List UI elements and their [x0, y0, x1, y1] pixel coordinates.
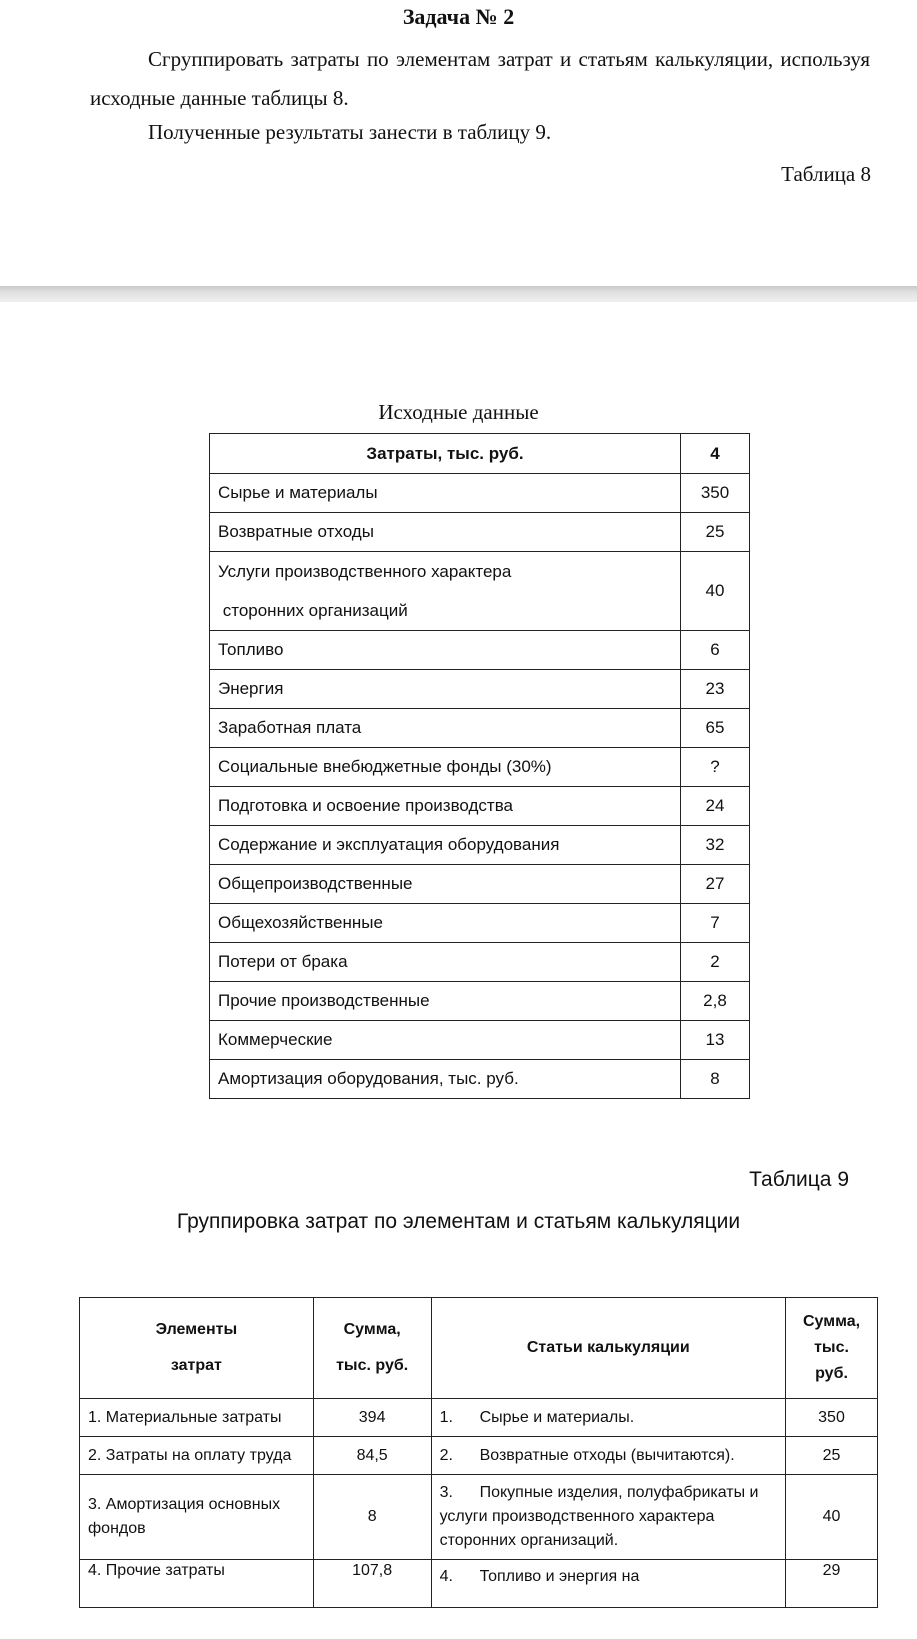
table-row	[80, 1399, 878, 1437]
table-8-caption: Исходные данные	[378, 400, 539, 424]
article-number: 3.	[439, 1484, 453, 1501]
cost-value: 350	[681, 474, 750, 513]
article-sum-cell: 350	[786, 1399, 878, 1437]
cost-value: 6	[681, 631, 750, 670]
cost-value: 32	[681, 826, 750, 865]
cost-value: 13	[681, 1021, 750, 1060]
header-articles: Статьи калькуляции	[431, 1298, 785, 1399]
article-number: 1.	[439, 1408, 453, 1426]
table-row	[210, 982, 750, 1021]
cost-label	[210, 552, 681, 631]
table-row	[80, 1560, 878, 1608]
table-row	[210, 474, 750, 513]
table-row	[210, 826, 750, 865]
table-row	[210, 670, 750, 709]
cost-value: 27	[681, 865, 750, 904]
element-cell: 1. Материальные затраты	[80, 1399, 314, 1437]
table-header-row	[80, 1298, 878, 1399]
cost-label: Амортизация оборудования, тыс. руб.	[210, 1060, 681, 1099]
article-cell	[431, 1560, 785, 1608]
table-9-caption: Группировка затрат по элементам и статьям калькуляции	[176, 1210, 741, 1233]
table-row	[80, 1437, 878, 1475]
cost-label-line-2: сторонних организаций	[218, 601, 408, 620]
table-row	[210, 787, 750, 826]
header-sum-2-line-2: тыс.	[814, 1339, 849, 1356]
cost-value: 65	[681, 709, 750, 748]
article-cell	[431, 1475, 785, 1560]
article-cell	[431, 1399, 785, 1437]
task-title: Задача № 2	[402, 4, 515, 29]
element-sum-cell: 107,8	[313, 1560, 431, 1608]
cost-label: Потери от брака	[210, 943, 681, 982]
cost-label-line-1: Услуги производственного характера	[218, 562, 512, 581]
element-sum-cell: 394	[313, 1399, 431, 1437]
table-row	[210, 552, 750, 631]
table-row	[210, 709, 750, 748]
cost-label: Энергия	[210, 670, 681, 709]
table-row	[210, 748, 750, 787]
element-cell: 4. Прочие затраты	[80, 1560, 314, 1608]
cost-value: ?	[681, 748, 750, 787]
header-sum-2-line-3: руб.	[815, 1365, 848, 1382]
table-row	[210, 943, 750, 982]
header-costs: Затраты, тыс. руб.	[210, 434, 681, 474]
table-row	[210, 631, 750, 670]
cost-value: 40	[681, 552, 750, 631]
cost-value: 2,8	[681, 982, 750, 1021]
article-text: Покупные изделия, полуфабрикаты и услуги производственного характера сторонних организаций.	[439, 1484, 759, 1549]
cost-label: Заработная плата	[210, 709, 681, 748]
element-cell: 2. Затраты на оплату труда	[80, 1437, 314, 1475]
element-cell: 3. Амортизация основных фондов	[80, 1475, 314, 1560]
table-row	[210, 1060, 750, 1099]
cost-label: Сырье и материалы	[210, 474, 681, 513]
cost-value: 25	[681, 513, 750, 552]
header-variant: 4	[681, 434, 750, 474]
table-row	[80, 1475, 878, 1560]
element-sum-cell: 84,5	[313, 1437, 431, 1475]
table-row	[210, 513, 750, 552]
header-sum-line-2: тыс. руб.	[336, 1357, 409, 1374]
grouping-table	[79, 1297, 878, 1608]
cost-value: 24	[681, 787, 750, 826]
element-sum-cell: 8	[313, 1475, 431, 1560]
table-row	[210, 865, 750, 904]
article-sum-cell: 25	[786, 1437, 878, 1475]
page-break-divider	[0, 286, 917, 302]
article-cell	[431, 1437, 785, 1475]
cost-label: Общепроизводственные	[210, 865, 681, 904]
cost-label: Социальные внебюджетные фонды (30%)	[210, 748, 681, 787]
article-sum-cell: 40	[786, 1475, 878, 1560]
page-1-fragment	[0, 0, 917, 285]
header-elements	[80, 1298, 314, 1399]
table-row	[210, 1021, 750, 1060]
source-data-table	[209, 433, 750, 1099]
cost-label: Общехозяйственные	[210, 904, 681, 943]
header-elements-line-2: затрат	[170, 1357, 222, 1374]
header-sum-line-1: Сумма,	[343, 1321, 401, 1338]
article-number: 2.	[439, 1446, 453, 1464]
article-number: 4.	[439, 1568, 453, 1585]
table-9-label: Таблица 9	[749, 1168, 849, 1191]
table-8-label: Таблица 8	[781, 162, 871, 186]
header-sum-2	[786, 1298, 878, 1399]
cost-value: 2	[681, 943, 750, 982]
task-instruction: Сгруппировать затраты по элементам затрат и статьям калькуляции, используя исходные данные таблицы 8.	[90, 47, 870, 110]
article-text: Сырье и материалы.	[479, 1408, 635, 1426]
article-sum-cell: 29	[786, 1560, 878, 1608]
cost-label: Возвратные отходы	[210, 513, 681, 552]
cost-label: Подготовка и освоение производства	[210, 787, 681, 826]
cost-value: 7	[681, 904, 750, 943]
header-sum	[313, 1298, 431, 1399]
cost-label: Топливо	[210, 631, 681, 670]
task-result-note: Полученные результаты занести в таблицу 9.	[148, 120, 552, 144]
header-sum-2-line-1: Сумма,	[802, 1313, 861, 1330]
cost-label: Содержание и эксплуатация оборудования	[210, 826, 681, 865]
table-row	[210, 904, 750, 943]
cost-value: 23	[681, 670, 750, 709]
header-elements-line-1: Элементы	[155, 1321, 238, 1338]
cost-label: Коммерческие	[210, 1021, 681, 1060]
article-text: Возвратные отходы (вычитаются).	[479, 1446, 735, 1464]
table-header-row	[210, 434, 750, 474]
article-text: Топливо и энергия на	[479, 1568, 640, 1585]
cost-label: Прочие производственные	[210, 982, 681, 1021]
cost-value: 8	[681, 1060, 750, 1099]
